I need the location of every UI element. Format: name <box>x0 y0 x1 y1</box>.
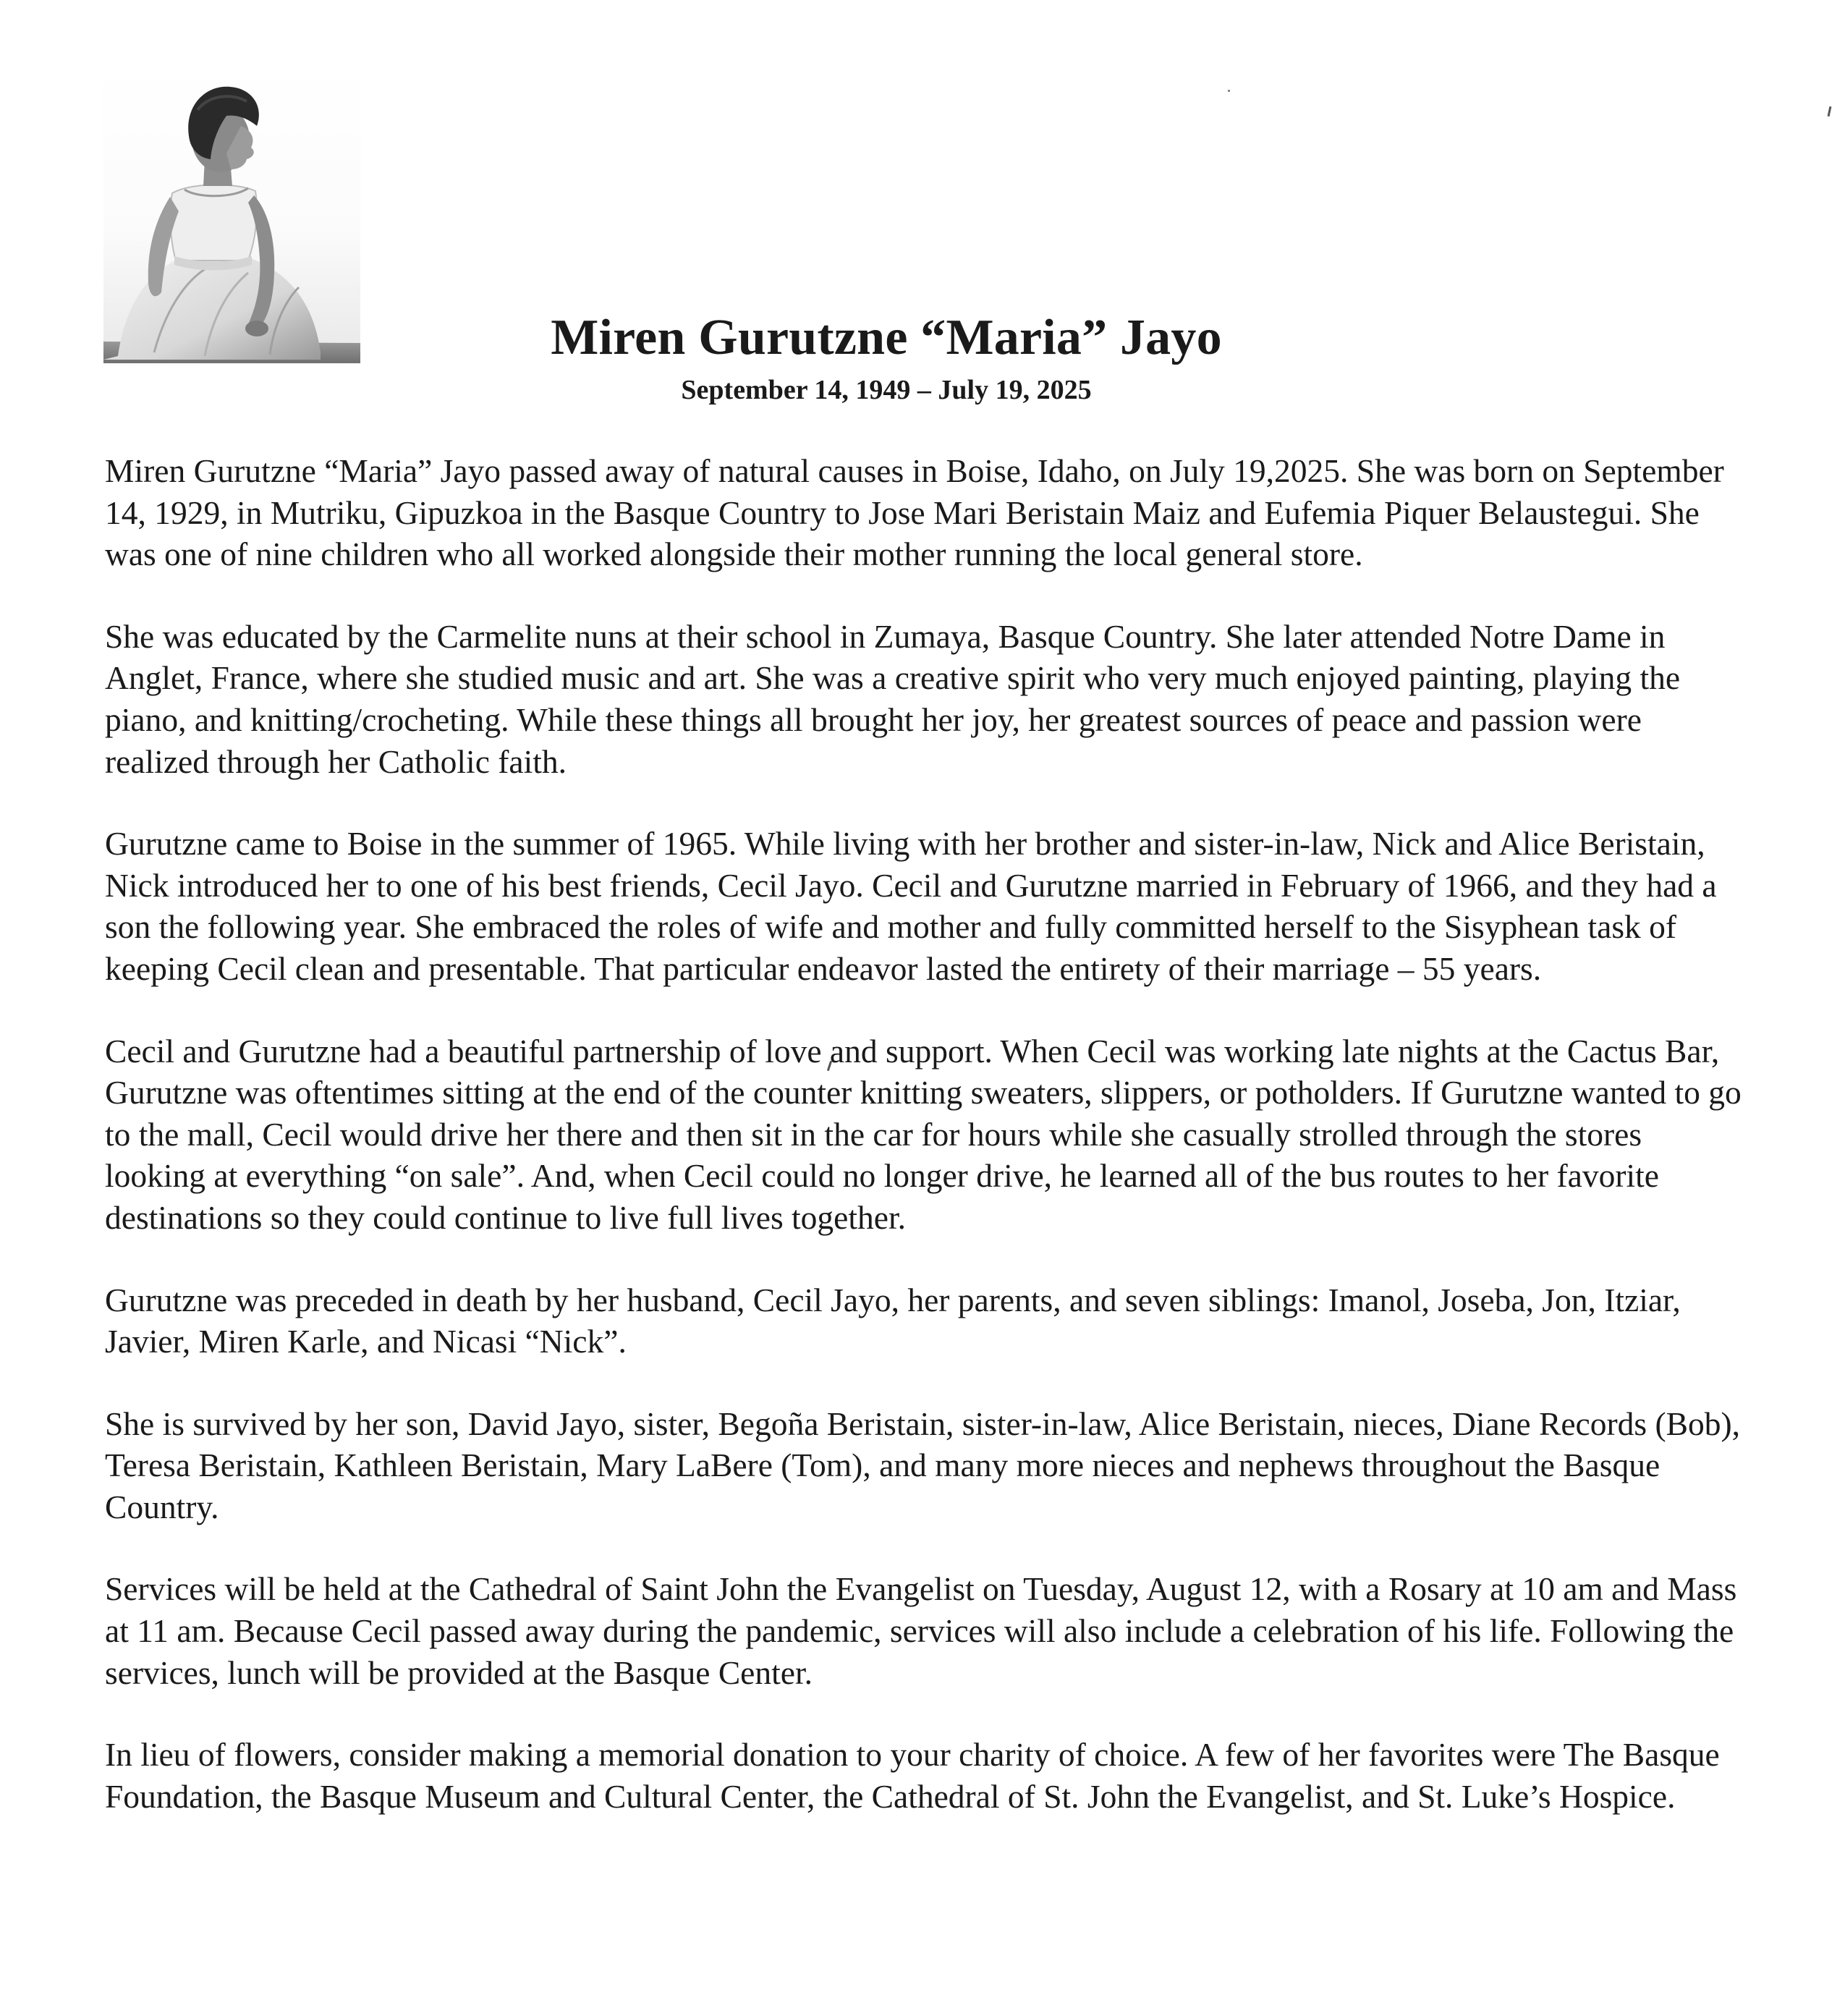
paragraph-education: She was educated by the Carmelite nuns at their school in Zumaya, Basque Country. She later attended Notre Dame in Anglet, France, where she studied music and art. She was a creative spirit who very much enjoyed painting, playing the piano, and knitting/crocheting. While these things all brought her joy, her greatest sources of peace and passion were realized through her Catholic faith. <box>105 617 1681 780</box>
obituary-body <box>105 450 1744 1817</box>
paragraph-services: Services will be held at the Cathedral of Saint John the Evangelist on Tuesday, August 12, with a Rosary at 10 am and Mass at 11 am. Because Cecil passed away during the pandemic, services will also include a celebration of his life. Following the services, lunch will be provided at the Basque Center. <box>105 1570 1737 1691</box>
paragraph-donations: In lieu of flowers, consider making a memorial donation to your charity of choice. A few of her favorites were The Basque Foundation, the Basque Museum and Cultural Center, the Cathedral of St. John the Evangelist, and St. Luke’s Hospice. <box>105 1736 1720 1815</box>
paragraph-survived: She is survived by her son, David Jayo, sister, Begoña Beristain, sister-in-law, Alice Beristain, nieces, Diane Records (Bob), Teresa Beristain, Kathleen Beristain, Mary LaBere (Tom), and many more nieces and nephews throughout the Basque Country. <box>105 1405 1740 1525</box>
scan-speck <box>1828 106 1832 117</box>
scan-speck <box>1228 90 1230 92</box>
life-dates: September 14, 1949 – July 19, 2025 <box>681 375 1092 405</box>
paragraph-partnership: Cecil and Gurutzne had a beautiful partnership of love and support. When Cecil was working late nights at the Cactus Bar, Gurutzne was oftentimes sitting at the end of the counter knitting sweaters, slippers, or potholders. If Gurutzne wanted to go to the mall, Cecil would drive her there and then sit in the car for hours while she casually strolled through the stores looking at everything “on sale”. And, when Cecil could no longer drive, he learned all of the bus routes to her favorite destinations so they could continue to live full lives together. <box>105 1032 1742 1236</box>
paragraph-birth: Miren Gurutzne “Maria” Jayo passed away of natural causes in Boise, Idaho, on July 19,2025. She was born on September 14, 1929, in Mutriku, Gipuzkoa in the Basque Country to Jose Mari Beristain Maiz and Eufemia Piquer Belaustegui. She was one of nine children who all worked alongside their mother running the local general store. <box>105 452 1724 573</box>
paragraph-preceded: Gurutzne was preceded in death by her husband, Cecil Jayo, her parents, and seven siblings: Imanol, Joseba, Jon, Itziar, Javier, Miren Karle, and Nicasi “Nick”. <box>105 1281 1681 1360</box>
paragraph-marriage: Gurutzne came to Boise in the summer of 1965. While living with her brother and sister-in-law, Nick and Alice Beristain, Nick introduced her to one of his best friends, Cecil Jayo. Cecil and Gurutzne married in February of 1966, and they had a son the following year. She embraced the roles of wife and mother and fully committed herself to the Sisyphean task of keeping Cecil clean and presentable. That particular endeavor lasted the entirety of their marriage – 55 years. <box>105 825 1717 987</box>
obituary-title: Miren Gurutzne “Maria” Jayo <box>551 310 1222 365</box>
